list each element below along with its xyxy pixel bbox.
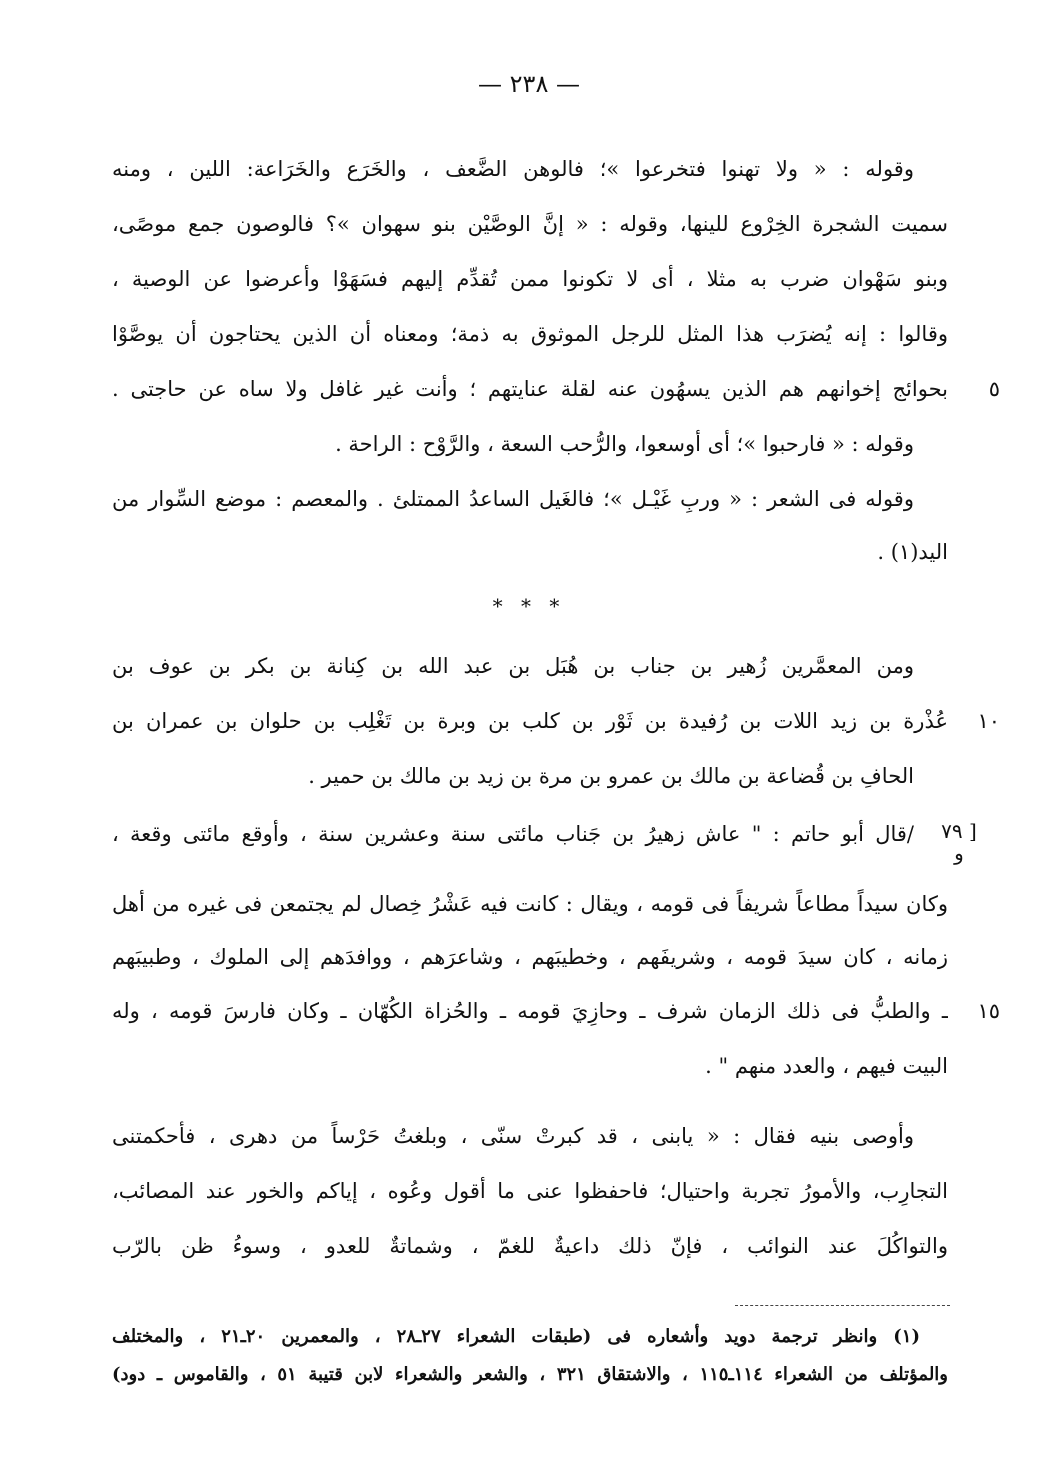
section-separator: * * * [492, 594, 566, 618]
line-number: ٥ [988, 377, 1000, 401]
body-text [112, 0, 948, 1458]
text-line: والتواكُلَ عند النوائب ، فإنّ ذلك داعيةٌ للغمّ ، وشماتةٌ للعدو ، وسوءُ ظن بالرّب [112, 1234, 948, 1258]
folio-reference [929, 820, 989, 864]
footnote-divider [735, 1305, 950, 1306]
text-line: وكان سيداً مطاعاً شريفاً فى قومه ، ويقال : كانت فيه عَشْرُ خِصال لم يجتمعن فى غيره من أهل [112, 892, 948, 916]
text-line: سميت الشجرة الخِرْوع للينها، وقوله : « إنَّ الوصَّيْن بنو سهوان »؟ فالوصون جمع موصًى، [112, 212, 948, 236]
text-line: /قال أبو حاتم : " عاش زهيرُ بن جَناب مائتى سنة وعشرين سنة ، وأوقع مائتى وقعة ، [112, 822, 914, 846]
text-line: اليد(١) . [877, 540, 948, 564]
text-line: بحوائج إخوانهم هم الذين يسهُون عنه لقلة عنايتهم ؛ وأنت غير غافل ولا ساه عن حاجتى . [112, 377, 948, 401]
text-line: وقالوا : إنه يُضرَب هذا المثل للرجل الموثوق به ذمة؛ ومعناه أن الذين يحتاجون أن يوصَّوْا [112, 322, 948, 346]
text-line: التجارِب، والأمورُ تجربة واحتيال؛ فاحفظوا عنى ما أقول وعُوه ، إياكم والخور عند المصائب، [112, 1179, 948, 1203]
text-line: ـ والطبُّ فى ذلك الزمان شرف ـ وحازِيَ قومه ـ والحُزاة الكُهّان ـ وكان فارسَ قومه ، وله [112, 999, 948, 1023]
folio-reference-side: و [954, 841, 964, 865]
text-line: وقوله : « ولا تهنوا فتخرعوا »؛ فالوهن الضَّعف ، والخَرَع والخَرَاعة: اللين ، ومنه [112, 157, 914, 181]
footnote-line: والمؤتلف من الشعراء ١١٤ـ١١٥ ، والاشتقاق ٣٢١ ، والشعر والشعراء لابن قتيبة ٥١ ، والقاموس ـ دود) [112, 1364, 948, 1385]
folio-reference-number: [ ٧٩ [941, 819, 977, 843]
line-number: ١٠ [977, 709, 1000, 733]
text-line: وبنو سَهْوان ضرب به مثلا ، أى لا تكونوا ممن تُقدِّم إليهم فسَهَوْا وأعرضوا عن الوصية ، [112, 267, 948, 291]
line-number: ١٥ [977, 999, 1000, 1023]
text-line: عُذْرة بن زيد اللات بن رُفيدة بن ثَوْر بن كلب بن وبرة بن تَغْلِب بن حلوان بن عمران بن [112, 709, 948, 733]
text-line: وقوله فى الشعر : « وربِ غَيْـل »؛ فالغَيل الساعدُ الممتلئ . والمعصم : موضع السِّوار من [112, 487, 914, 511]
text-line: ومن المعمَّرين زُهير بن جناب بن هُبَل بن عبد الله بن كِنانة بن بكر بن عوف بن [112, 654, 914, 678]
text-line: وقوله : « فارحبوا »؛ أى أوسعوا، والرُّحب السعة ، والرَّوْح : الراحة . [335, 432, 914, 456]
text-line: الحافِ بن قُضاعة بن مالك بن عمرو بن مرة بن زيد بن مالك بن حمير . [308, 764, 914, 788]
text-line: زمانه ، كان سيدَ قومه ، وشريفَهم ، وخطيبَهم ، وشاعرَهم ، ووافدَهم إلى الملوك ، وطبيبَهم [112, 945, 948, 969]
text-line: وأوصى بنيه فقال : « يابنى ، قد كبرتْ سنّى ، وبلغتُ حَرْساً من دهرى ، فأحكمتنى [112, 1124, 914, 1148]
text-line: البيت فيهم ، والعدد منهم " . [705, 1054, 948, 1078]
page-number: — ٢٣٨ — [478, 70, 580, 98]
footnote-line: (١) وانظر ترجمة دويد وأشعاره فى (طبقات الشعراء ٢٧ـ٢٨ ، والمعمرين ٢٠ـ٢١ ، والمختلف [112, 1326, 920, 1347]
